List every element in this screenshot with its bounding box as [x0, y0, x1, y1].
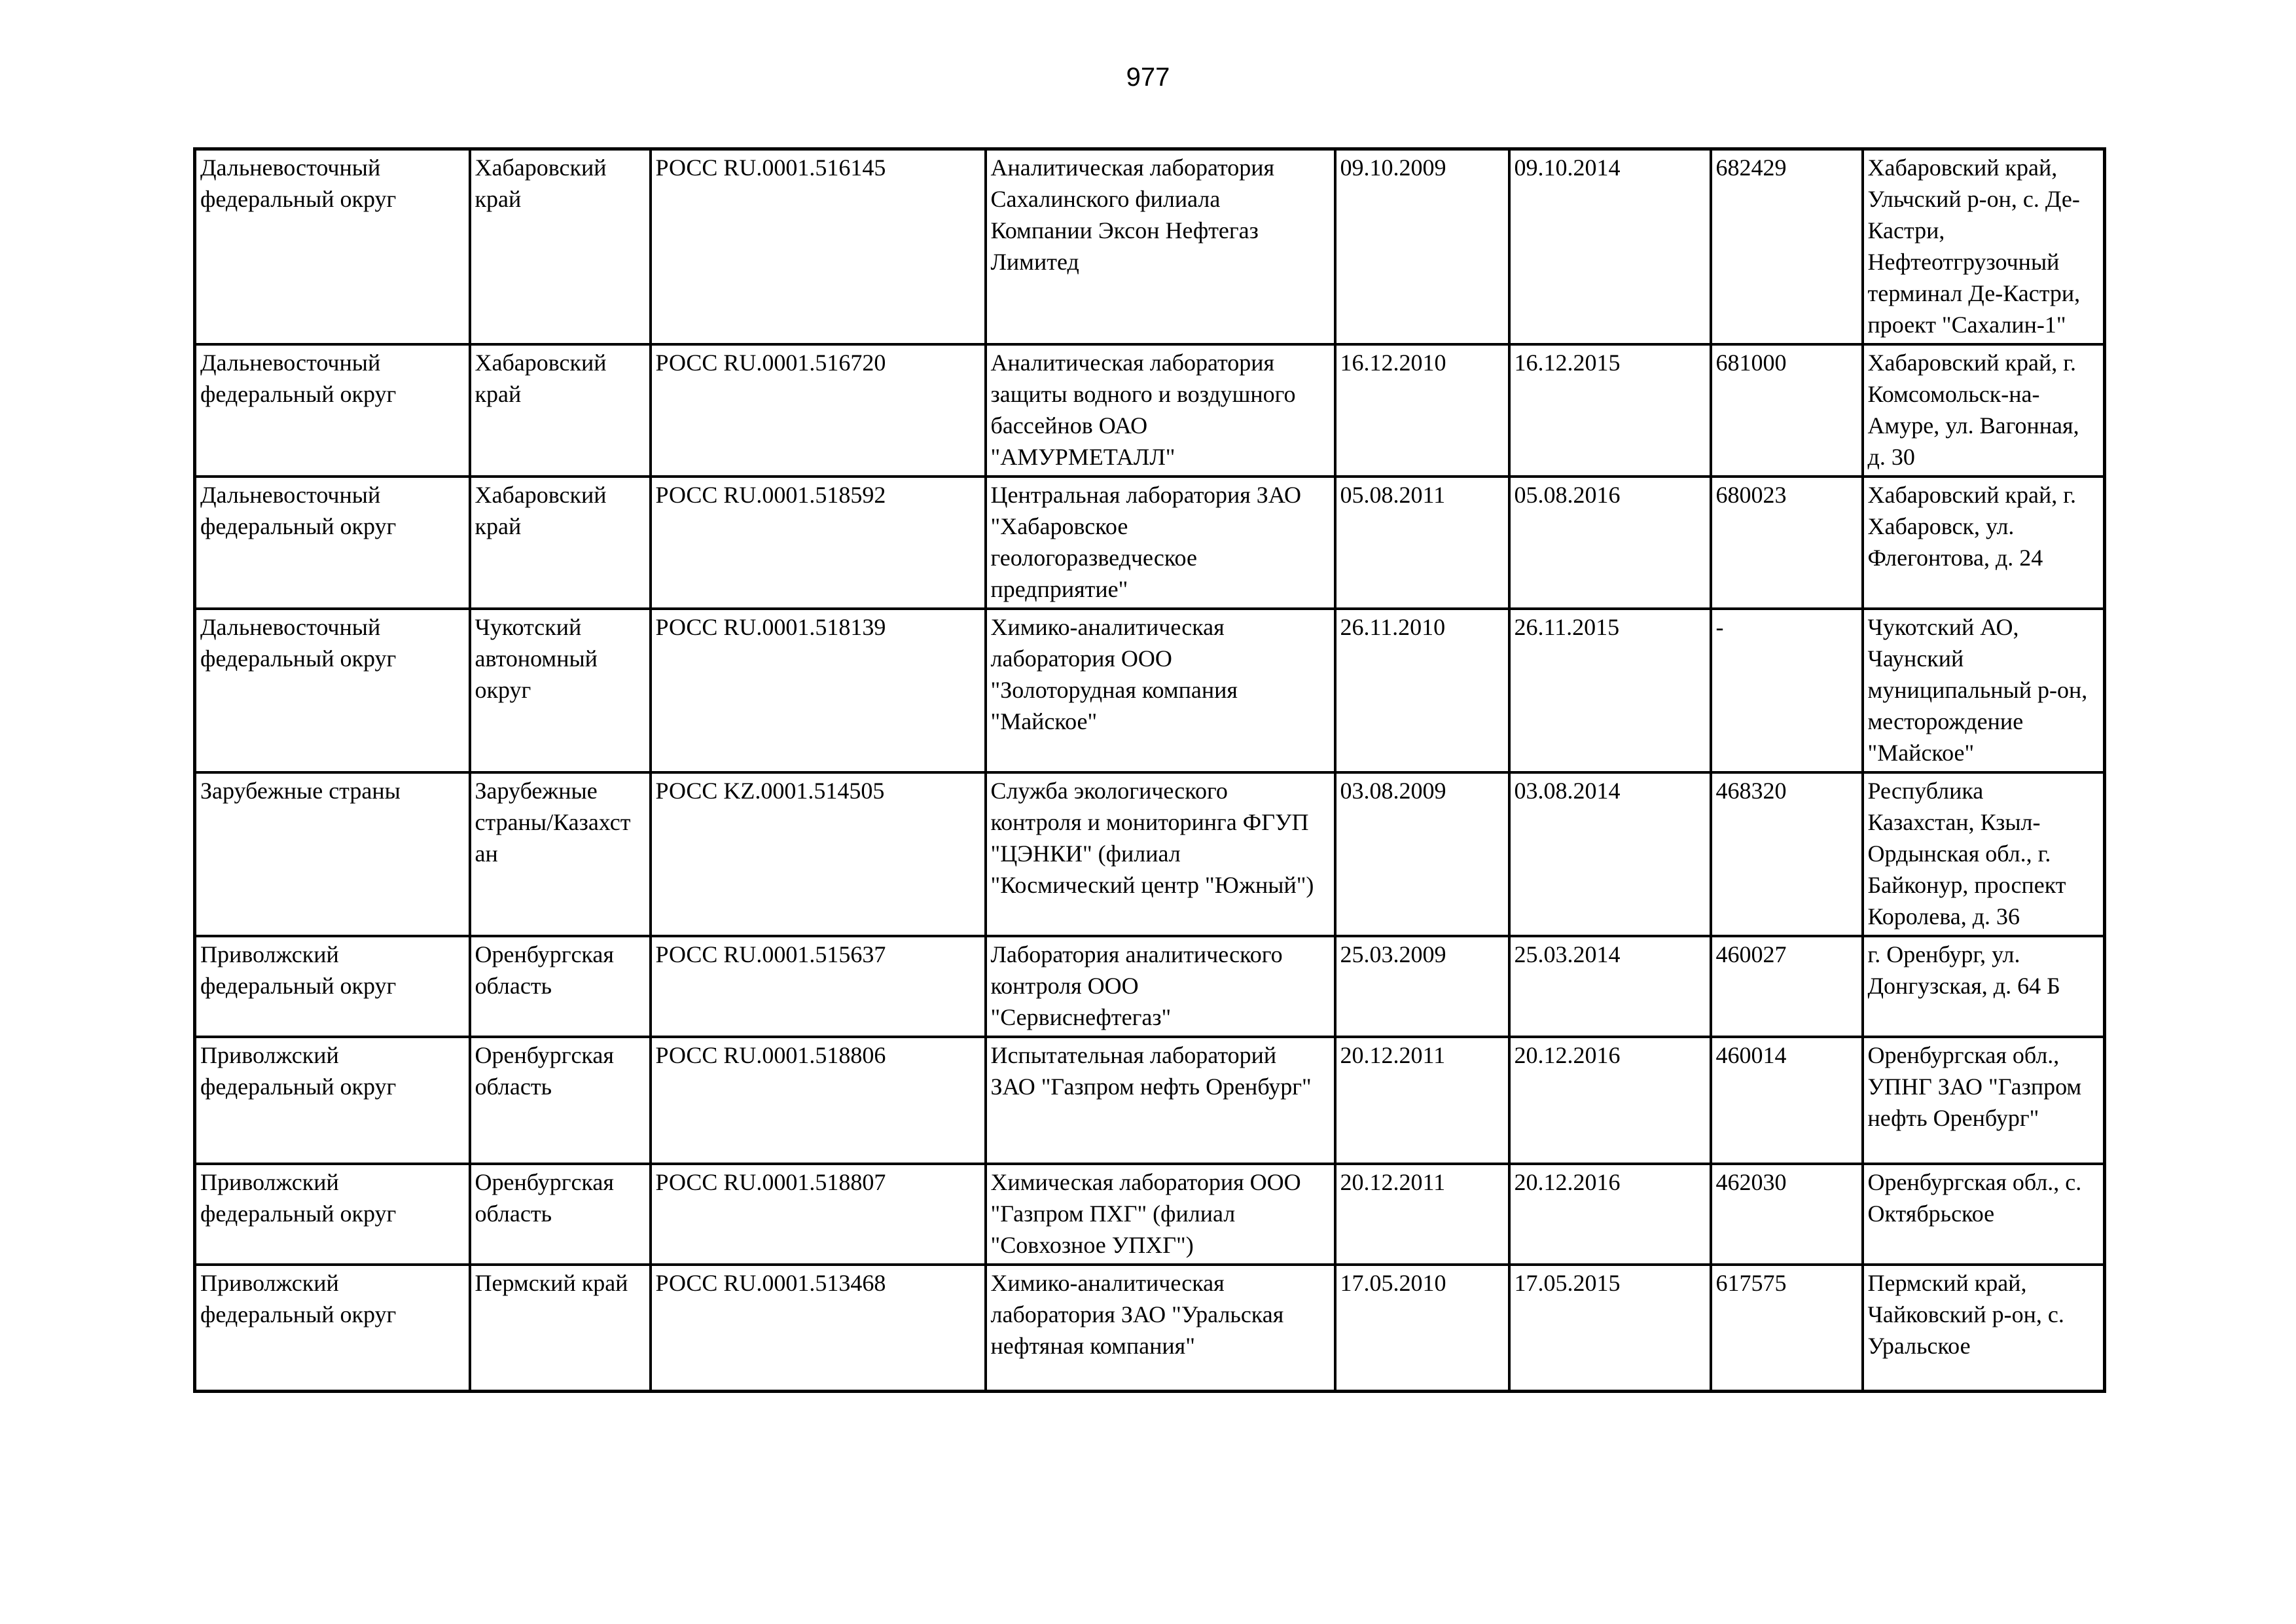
table-row [195, 1164, 2105, 1265]
certificate-cell: РОСС RU.0001.516145 [651, 149, 986, 345]
address-cell: г. Оренбург, ул. Донгузская, д. 64 Б [1863, 936, 2105, 1037]
certificate-cell: РОСС RU.0001.513468 [651, 1265, 986, 1391]
date-issued-cell: 17.05.2010 [1335, 1265, 1509, 1391]
district-cell: Зарубежные страны [195, 772, 470, 936]
district-cell: Дальневосточный федеральный округ [195, 344, 470, 477]
date-expiry-cell: 05.08.2016 [1509, 477, 1711, 609]
table-row [195, 1037, 2105, 1164]
postcode-cell: - [1711, 609, 1863, 772]
address-cell: Оренбургская обл., с. Октябрьское [1863, 1164, 2105, 1265]
region-cell: Хабаровский край [470, 149, 651, 345]
laboratory-cell: Химико-аналитическая лаборатория ООО "Золоторудная компания "Майское" [986, 609, 1335, 772]
table-row [195, 344, 2105, 477]
region-cell: Пермский край [470, 1265, 651, 1391]
laboratory-registry-table [193, 147, 2106, 1393]
postcode-cell: 460027 [1711, 936, 1863, 1037]
postcode-cell: 681000 [1711, 344, 1863, 477]
date-expiry-cell: 26.11.2015 [1509, 609, 1711, 772]
page-number: 977 [1126, 63, 1170, 92]
date-issued-cell: 03.08.2009 [1335, 772, 1509, 936]
postcode-cell: 617575 [1711, 1265, 1863, 1391]
region-cell: Оренбургская область [470, 1037, 651, 1164]
certificate-cell: РОСС RU.0001.518807 [651, 1164, 986, 1265]
address-cell: Пермский край, Чайковский р-он, с. Уральское [1863, 1265, 2105, 1391]
date-expiry-cell: 17.05.2015 [1509, 1265, 1711, 1391]
laboratory-cell: Аналитическая лаборатория защиты водного и воздушного бассейнов ОАО "АМУРМЕТАЛЛ" [986, 344, 1335, 477]
district-cell: Приволжский федеральный округ [195, 1164, 470, 1265]
district-cell: Приволжский федеральный округ [195, 1265, 470, 1391]
date-issued-cell: 20.12.2011 [1335, 1037, 1509, 1164]
region-cell: Оренбургская область [470, 936, 651, 1037]
district-cell: Приволжский федеральный округ [195, 1037, 470, 1164]
date-issued-cell: 26.11.2010 [1335, 609, 1509, 772]
district-cell: Дальневосточный федеральный округ [195, 149, 470, 345]
date-expiry-cell: 25.03.2014 [1509, 936, 1711, 1037]
table-row [195, 772, 2105, 936]
certificate-cell: РОСС KZ.0001.514505 [651, 772, 986, 936]
address-cell: Хабаровский край, г. Комсомольск-на- Амуре, ул. Вагонная, д. 30 [1863, 344, 2105, 477]
certificate-cell: РОСС RU.0001.518806 [651, 1037, 986, 1164]
date-expiry-cell: 20.12.2016 [1509, 1164, 1711, 1265]
laboratory-cell: Центральная лаборатория ЗАО "Хабаровское геологоразведческое предприятие" [986, 477, 1335, 609]
date-expiry-cell: 09.10.2014 [1509, 149, 1711, 345]
date-issued-cell: 20.12.2011 [1335, 1164, 1509, 1265]
address-cell: Хабаровский край, Ульчский р-он, с. Де- Кастри, Нефтеотгрузочный терминал Де-Кастри, проект "Сахалин-1" [1863, 149, 2105, 345]
table-row [195, 936, 2105, 1037]
laboratory-cell: Аналитическая лаборатория Сахалинского филиала Компании Эксон Нефтегаз Лимитед [986, 149, 1335, 345]
laboratory-cell: Служба экологического контроля и мониторинга ФГУП "ЦЭНКИ" (филиал "Космический центр "Южный") [986, 772, 1335, 936]
date-expiry-cell: 16.12.2015 [1509, 344, 1711, 477]
date-issued-cell: 05.08.2011 [1335, 477, 1509, 609]
table-row [195, 149, 2105, 345]
date-issued-cell: 09.10.2009 [1335, 149, 1509, 345]
region-cell: Оренбургская область [470, 1164, 651, 1265]
date-issued-cell: 16.12.2010 [1335, 344, 1509, 477]
postcode-cell: 460014 [1711, 1037, 1863, 1164]
laboratory-cell: Лаборатория аналитического контроля ООО "Сервиснефтегаз" [986, 936, 1335, 1037]
date-issued-cell: 25.03.2009 [1335, 936, 1509, 1037]
address-cell: Оренбургская обл., УПНГ ЗАО "Газпром нефть Оренбург" [1863, 1037, 2105, 1164]
address-cell: Хабаровский край, г. Хабаровск, ул. Флегонтова, д. 24 [1863, 477, 2105, 609]
postcode-cell: 462030 [1711, 1164, 1863, 1265]
address-cell: Республика Казахстан, Кзыл- Ордынская обл., г. Байконур, проспект Королева, д. 36 [1863, 772, 2105, 936]
postcode-cell: 468320 [1711, 772, 1863, 936]
table-row [195, 609, 2105, 772]
postcode-cell: 680023 [1711, 477, 1863, 609]
laboratory-cell: Химическая лаборатория ООО "Газпром ПХГ" (филиал "Совхозное УПХГ") [986, 1164, 1335, 1265]
certificate-cell: РОСС RU.0001.518592 [651, 477, 986, 609]
region-cell: Зарубежные страны/Казахст ан [470, 772, 651, 936]
table-row [195, 477, 2105, 609]
address-cell: Чукотский АО, Чаунский муниципальный р-он, месторождение "Майское" [1863, 609, 2105, 772]
region-cell: Хабаровский край [470, 477, 651, 609]
date-expiry-cell: 03.08.2014 [1509, 772, 1711, 936]
certificate-cell: РОСС RU.0001.516720 [651, 344, 986, 477]
postcode-cell: 682429 [1711, 149, 1863, 345]
district-cell: Дальневосточный федеральный округ [195, 609, 470, 772]
district-cell: Приволжский федеральный округ [195, 936, 470, 1037]
certificate-cell: РОСС RU.0001.515637 [651, 936, 986, 1037]
certificate-cell: РОСС RU.0001.518139 [651, 609, 986, 772]
laboratory-cell: Химико-аналитическая лаборатория ЗАО "Уральская нефтяная компания" [986, 1265, 1335, 1391]
region-cell: Чукотский автономный округ [470, 609, 651, 772]
laboratory-cell: Испытательная лабораторий ЗАО "Газпром нефть Оренбург" [986, 1037, 1335, 1164]
table-row [195, 1265, 2105, 1391]
district-cell: Дальневосточный федеральный округ [195, 477, 470, 609]
region-cell: Хабаровский край [470, 344, 651, 477]
date-expiry-cell: 20.12.2016 [1509, 1037, 1711, 1164]
